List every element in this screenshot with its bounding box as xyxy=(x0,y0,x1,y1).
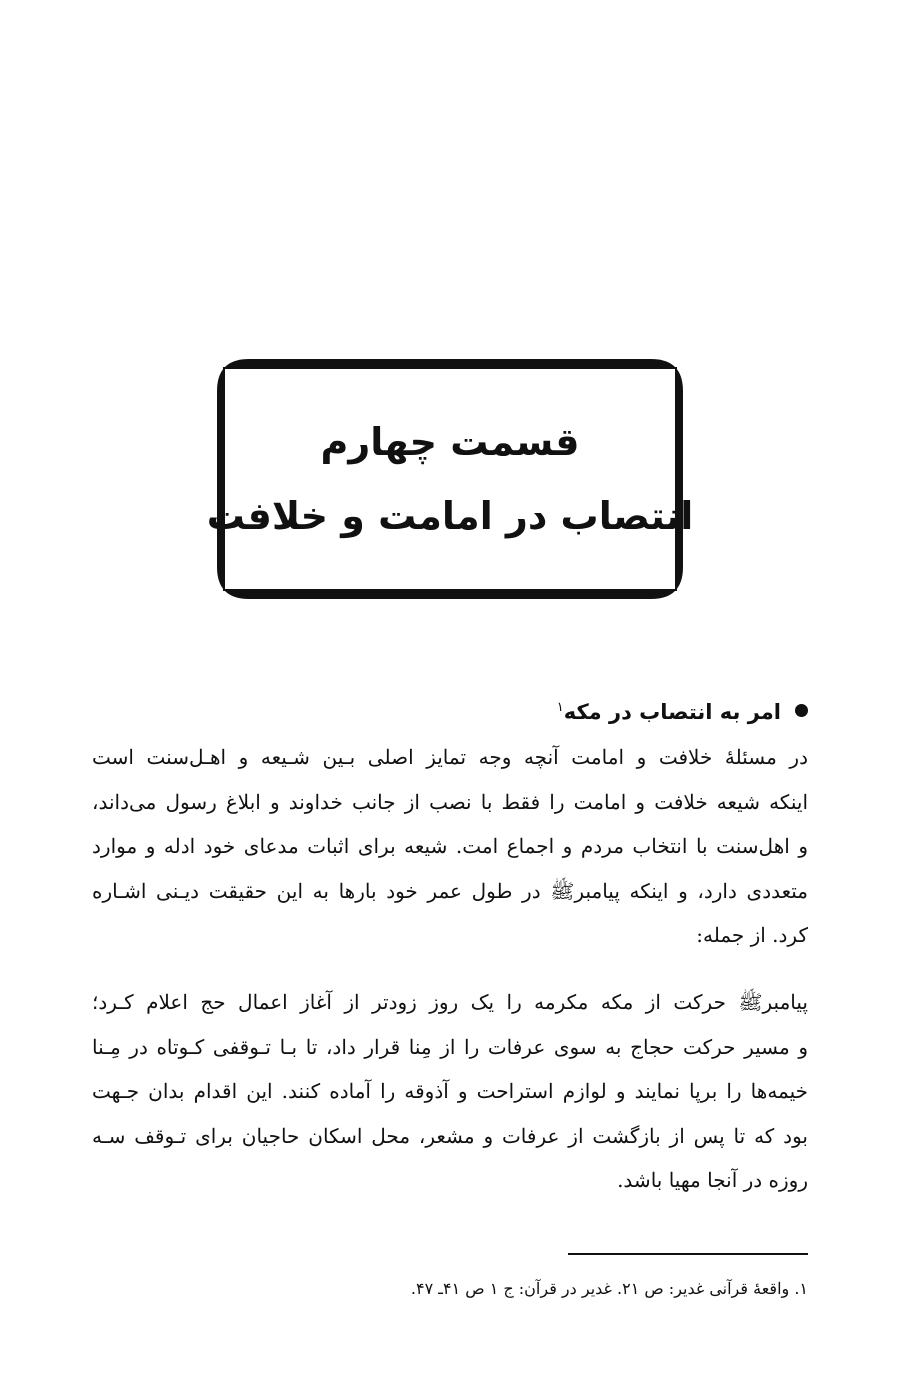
section-heading xyxy=(557,688,808,732)
part-subject-title: انتصاب در امامت و خلافت xyxy=(206,494,694,538)
bullet-icon xyxy=(795,704,808,717)
text-line: خیمه‌ها را برپا نمایند و لوازم استراحت و آذوقه را آماده کنند. این اقدام بدان جـهت xyxy=(92,1079,808,1104)
text-line: کرد. از جمله: xyxy=(696,923,808,948)
paragraph-mina xyxy=(92,980,808,1203)
footnote-text: ۱. واقعهٔ قرآنی غدیر: ص ۲۱. غدیر در قرآن: ج ۱ ص ۴۱ـ ۴۷. xyxy=(410,1279,808,1298)
text-line: در مسئلهٔ خلافت و امامت آنچه وجه تمایز اصلی بـین شـیعه و اهـل‌سنت است xyxy=(92,745,808,769)
text-line: و مسیر حرکت حجاج به سوی عرفات را از مِنا قرار داد، تا بـا تـوقفی کـوتاه در مِـنا xyxy=(92,1034,808,1059)
section-heading-label: امر به انتصاب در مکه xyxy=(563,700,781,724)
part-title-frame xyxy=(206,357,694,601)
text-line: پیامبرﷺ حرکت از مکه مکرمه را یک روز زودتر از آغاز اعمال حج اعلام کـرد؛ xyxy=(92,990,808,1014)
text-line: متعددی دارد، و اینکه پیامبرﷺ در طول عمر خود بارها به این حقیقت دیـنی اشـاره xyxy=(92,878,808,903)
title-text-block xyxy=(206,357,694,601)
footnote-reference: ۱ xyxy=(556,700,564,715)
text-line: روزه در آنجا مهیا باشد. xyxy=(617,1168,808,1193)
footnote-divider xyxy=(568,1253,808,1255)
text-line: و اهل‌سنت با انتخاب مردم و اجماع امت. شیعه برای اثبات مدعای خود ادله و موارد xyxy=(92,834,808,859)
section-heading-text xyxy=(557,688,781,732)
text-line: اینکه شیعه خلافت و امامت را فقط با نصب از جانب خداوند و ابلاغ رسول می‌داند، xyxy=(92,789,808,814)
part-number-title: قسمت چهارم xyxy=(320,420,580,464)
text-line: بود که تا پس از بازگشت از عرفات و مشعر، محل اسکان حاجیان برای تـوقف سـه xyxy=(92,1123,808,1148)
paragraph-intro xyxy=(92,735,808,958)
